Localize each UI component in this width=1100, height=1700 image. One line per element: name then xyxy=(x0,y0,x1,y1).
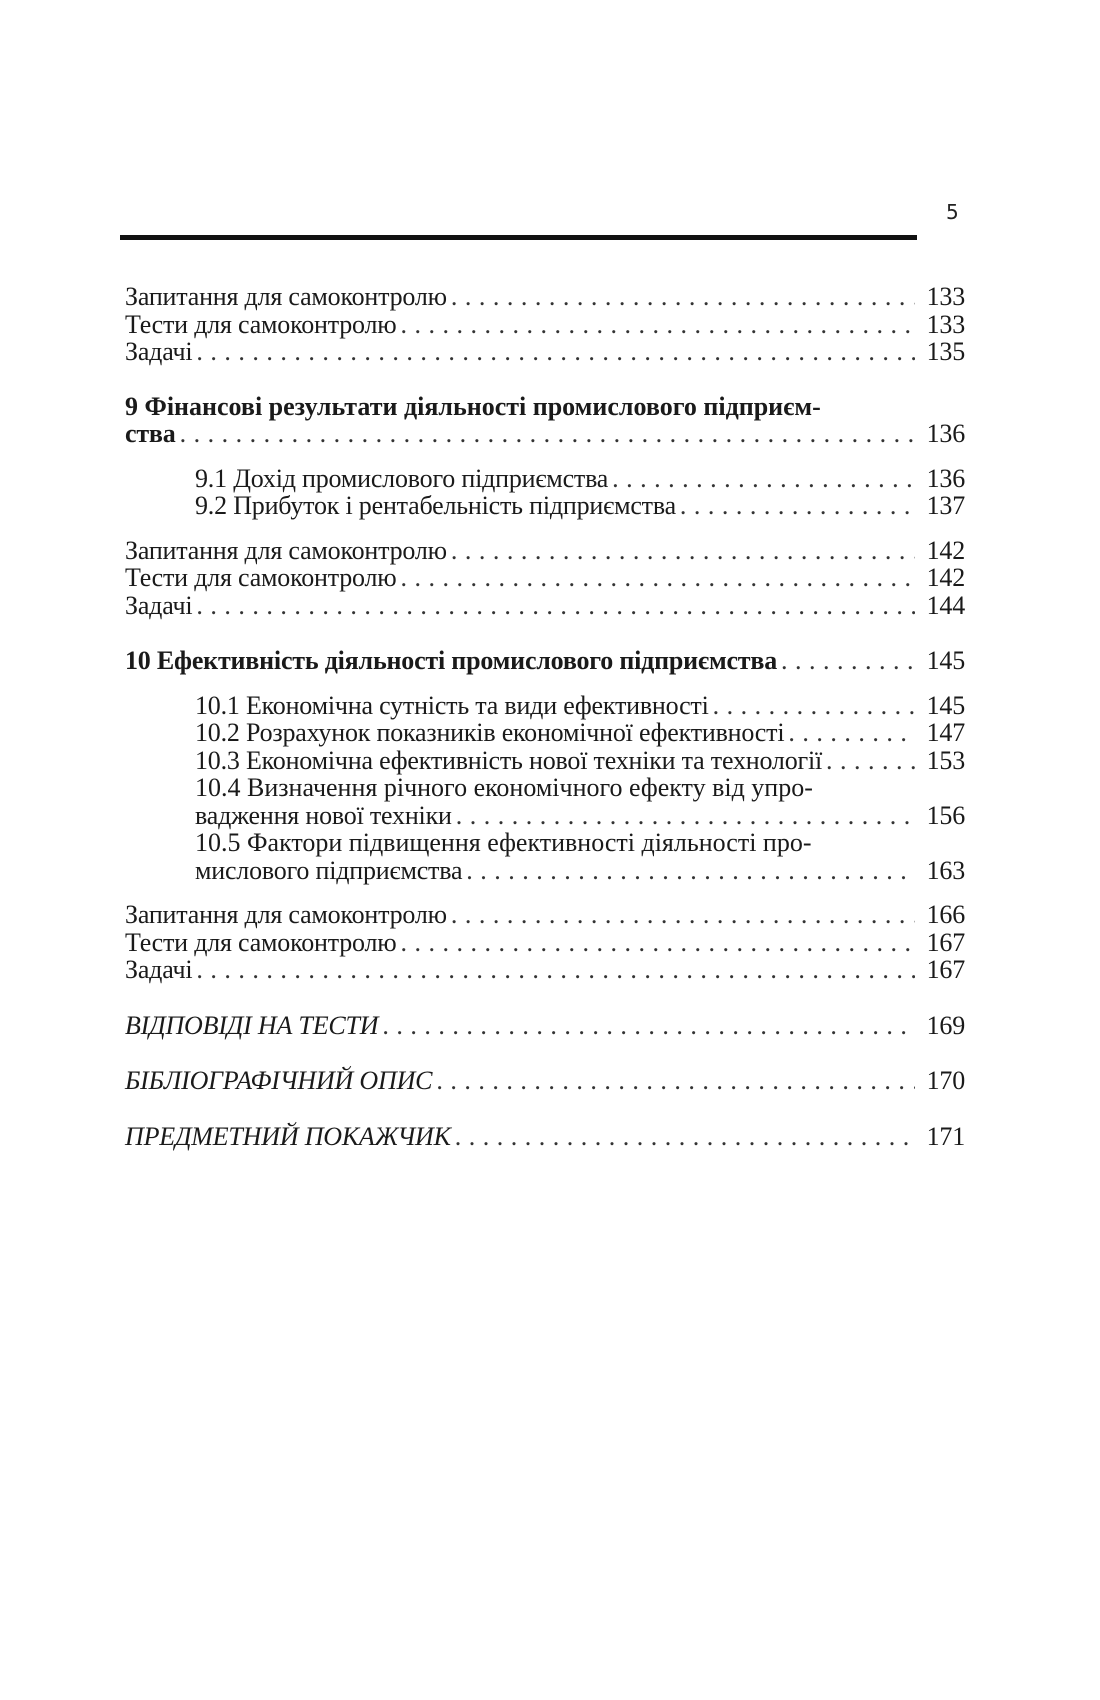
toc-entry-title: Запитання для самоконтролю xyxy=(125,535,447,565)
toc-entry-title: 9.1 Дохід промислового підприємства xyxy=(195,463,609,493)
toc-entry-title: ПРЕДМЕТНИЙ ПОКАЖЧИК xyxy=(125,1121,451,1151)
chapter-title-line-1: 9 Фінансові результати діяльності промислового підприєм- xyxy=(125,391,821,421)
toc-entry-page: 167 xyxy=(926,955,965,984)
toc-entry-page: 133 xyxy=(926,282,965,311)
dot-leader xyxy=(400,311,915,339)
toc-entry-title: 10.3 Економічна ефективність нової техніки та технології xyxy=(195,745,823,775)
self-check-block-2 xyxy=(125,537,965,620)
toc-entry-title: 9.2 Прибуток і рентабельність підприємства xyxy=(195,491,676,520)
section-title-line-2 xyxy=(125,857,965,885)
toc-section-10-1[interactable] xyxy=(125,692,965,720)
dot-leader xyxy=(612,465,915,493)
toc-section-9-2[interactable] xyxy=(125,492,965,520)
toc-entry-title: 10 Ефективність діяльності промислового підприємства xyxy=(125,646,778,675)
toc-entry-page: 137 xyxy=(926,491,965,520)
toc-entry-bibliography[interactable] xyxy=(125,1067,965,1095)
toc-entry-subject-index[interactable] xyxy=(125,1123,965,1151)
toc-entry-page: 136 xyxy=(926,419,965,448)
dot-leader xyxy=(180,420,915,448)
chapter-title xyxy=(125,647,965,675)
toc-entry-title: Задачі xyxy=(125,337,193,366)
self-check-block-1 xyxy=(125,283,965,366)
toc-entry-tests[interactable] xyxy=(125,564,965,592)
toc-entry-tests[interactable] xyxy=(125,929,965,957)
toc-chapter-10[interactable] xyxy=(125,647,965,675)
toc-entry-title: ВІДПОВІДІ НА ТЕСТИ xyxy=(125,1010,379,1040)
toc-entry-title: мислового підприємства xyxy=(195,855,463,885)
toc-entry-title: Запитання для самоконтролю xyxy=(125,900,447,929)
toc-entry-title: Задачі xyxy=(125,590,193,620)
toc-entry-tasks[interactable] xyxy=(125,338,965,366)
dot-leader xyxy=(451,901,915,929)
dot-leader xyxy=(451,283,915,311)
toc-entry-page: 169 xyxy=(926,1010,965,1040)
toc-entry-page: 145 xyxy=(926,646,965,675)
toc-entry-page: 153 xyxy=(926,745,965,775)
toc-entry-title: Запитання для самоконтролю xyxy=(125,282,447,311)
toc-entry-title: Задачі xyxy=(125,955,193,984)
toc-entry-page: 142 xyxy=(926,563,965,592)
dot-leader xyxy=(680,492,915,520)
toc-entry-page: 167 xyxy=(926,927,965,957)
toc-entry-page: 145 xyxy=(926,690,965,720)
header-rule xyxy=(120,235,917,240)
section-title-line-1: 10.4 Визначення річного економічного ефекту від упро- xyxy=(195,773,813,802)
dot-leader xyxy=(788,719,915,747)
toc-entry-title: 10.2 Розрахунок показників економічної ефективності xyxy=(195,718,785,747)
dot-leader xyxy=(826,747,915,775)
dot-leader xyxy=(196,956,915,984)
dot-leader xyxy=(781,647,915,675)
toc-entry-title: ства xyxy=(125,419,176,448)
toc-entry-title: Тести для самоконтролю xyxy=(125,309,397,339)
section-title-line-2 xyxy=(125,802,965,830)
dot-leader xyxy=(382,1012,915,1040)
dot-leader xyxy=(466,857,915,885)
dot-leader xyxy=(713,692,915,720)
dot-leader xyxy=(196,592,915,620)
dot-leader xyxy=(456,802,915,830)
self-check-block-3 xyxy=(125,901,965,984)
chapter-title-line-2 xyxy=(125,420,965,448)
dot-leader xyxy=(196,338,915,366)
toc-section-10-5[interactable] xyxy=(125,829,965,884)
toc-section-10-2[interactable] xyxy=(125,719,965,747)
toc-entry-tasks[interactable] xyxy=(125,592,965,620)
dot-leader xyxy=(400,929,915,957)
section-title-line-1: 10.5 Фактори підвищення ефективності діяльності про- xyxy=(195,828,812,857)
toc-entry-questions[interactable] xyxy=(125,901,965,929)
toc-entry-page: 166 xyxy=(926,900,965,929)
page-number: 5 xyxy=(946,200,959,224)
toc-section-10-3[interactable] xyxy=(125,747,965,775)
toc-entry-page: 171 xyxy=(926,1121,965,1151)
toc-entry-page: 142 xyxy=(926,535,965,565)
toc-entry-page: 163 xyxy=(926,855,965,885)
toc-entry-page: 133 xyxy=(926,309,965,339)
toc-entry-questions[interactable] xyxy=(125,537,965,565)
toc-section-10-4[interactable] xyxy=(125,774,965,829)
toc-entry-page: 144 xyxy=(926,590,965,620)
toc-entry-tasks[interactable] xyxy=(125,956,965,984)
dot-leader xyxy=(436,1067,915,1095)
toc-entry-page: 147 xyxy=(926,718,965,747)
dot-leader xyxy=(400,564,915,592)
toc-section-9-1[interactable] xyxy=(125,465,965,493)
table-of-contents xyxy=(125,283,965,1150)
toc-entry-title: Тести для самоконтролю xyxy=(125,927,397,957)
toc-entry-page: 136 xyxy=(926,463,965,493)
toc-entry-page: 156 xyxy=(926,800,965,830)
toc-entry-tests[interactable] xyxy=(125,311,965,339)
toc-entry-title: вадження нової техніки xyxy=(195,800,452,830)
dot-leader xyxy=(455,1123,915,1151)
toc-chapter-9[interactable] xyxy=(125,393,965,448)
dot-leader xyxy=(451,537,915,565)
toc-entry-title: БІБЛІОГРАФІЧНИЙ ОПИС xyxy=(125,1066,433,1095)
toc-entry-page: 135 xyxy=(926,337,965,366)
toc-entry-title: 10.1 Економічна сутність та види ефективності xyxy=(195,690,709,720)
toc-entry-answers[interactable] xyxy=(125,1012,965,1040)
toc-entry-title: Тести для самоконтролю xyxy=(125,563,397,592)
toc-entry-questions[interactable] xyxy=(125,283,965,311)
toc-entry-page: 170 xyxy=(926,1066,965,1095)
